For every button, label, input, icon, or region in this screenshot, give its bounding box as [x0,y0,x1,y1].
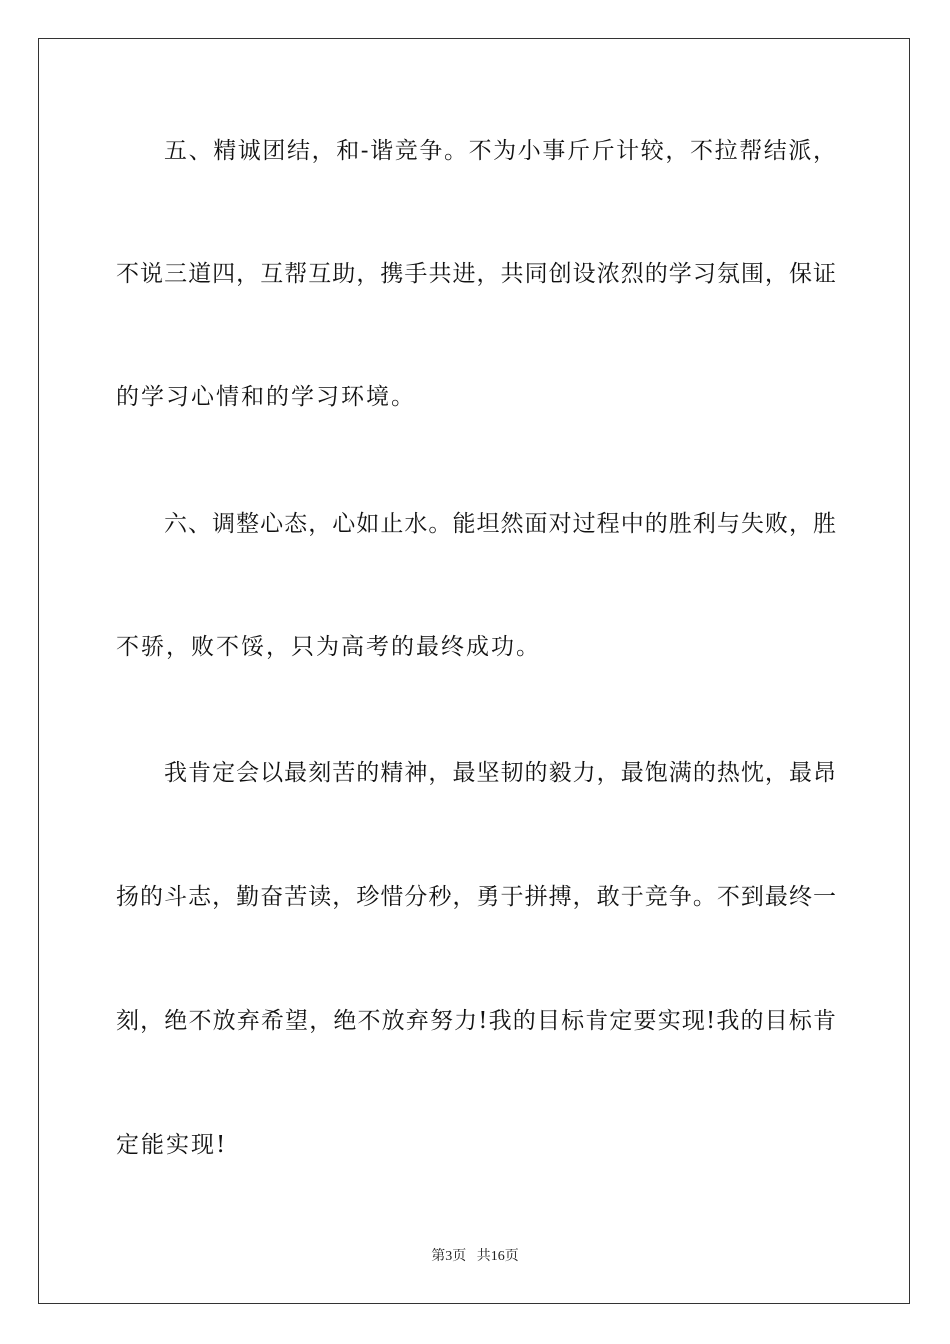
paragraph-7-line-2: 扬的斗志，勤奋苦读，珍惜分秒，勇于拼搏，敢于竞争。不到最终一 [116,884,836,910]
page-number: 第3页 [431,1249,467,1264]
paragraph-7-line-1: 我肯定会以最刻苦的精神，最坚韧的毅力，最饱满的热忱，最昂 [164,760,836,786]
paragraph-7-line-3: 刻，绝不放弃希望，绝不放弃努力!我的目标肯定要实现!我的目标肯 [116,1008,836,1034]
paragraph-5-line-2: 不说三道四，互帮互助，携手共进，共同创设浓烈的学习氛围，保证 [116,261,836,287]
paragraph-6-line-1: 六、调整心态，心如止水。能坦然面对过程中的胜利与失败，胜 [164,511,836,537]
paragraph-6-line-2: 不骄，败不馁，只为高考的最终成功。 [116,634,541,660]
page-footer [0,1247,950,1267]
paragraph-7-line-4: 定能实现! [116,1132,228,1158]
paragraph-5-line-3: 的学习心情和的学习环境。 [116,384,416,410]
page-border [38,38,910,1304]
paragraph-5-line-1: 五、精诚团结，和-谐竞争。不为小事斤斤计较，不拉帮结派， [164,138,836,164]
page-total: 共16页 [476,1249,519,1264]
